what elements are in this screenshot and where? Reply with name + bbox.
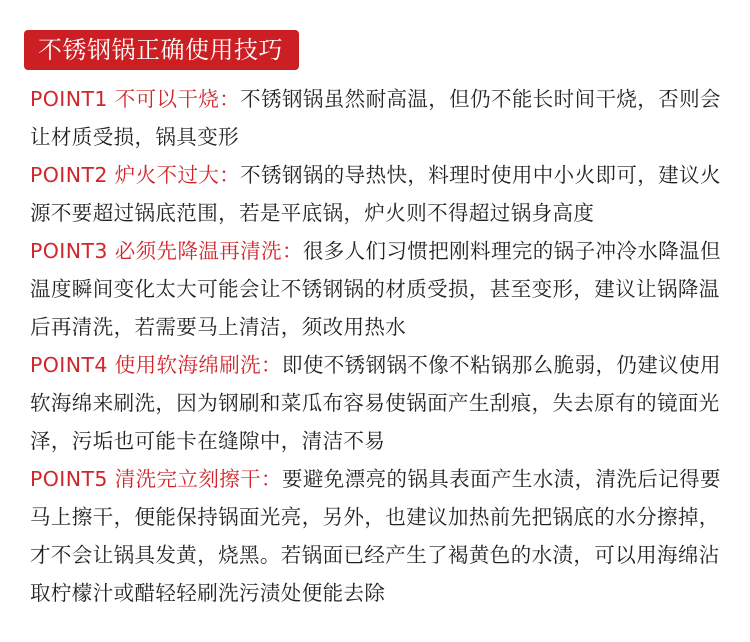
point-item-2 (24, 156, 730, 232)
point-heading: POINT2 炉火不过大： (30, 163, 241, 187)
point-body: 要避免漂亮的锅具表面产生水渍，清洗后记得要马上擦干，便能保持锅面光亮，另外，也建议加热前先把锅底的水分擦掉，才不会让锅具发黄，烧黑。若锅面已经产生了褐黄色的水渍，可以用海绵沾取柠檬汁或醋轻轻刷洗污渍处便能去除 (30, 467, 721, 605)
point-body: 不锈钢锅虽然耐高温，但仍不能长时间干烧，否则会让材质受损，锅具变形 (30, 87, 721, 149)
points-list (24, 80, 730, 612)
point-heading: POINT4 使用软海绵刷洗： (30, 353, 282, 377)
point-body: 即使不锈钢锅不像不粘锅那么脆弱，仍建议使用软海绵来刷洗，因为钢刷和菜瓜布容易使锅面产生刮痕，失去原有的镜面光泽，污垢也可能卡在缝隙中，清洁不易 (30, 353, 721, 453)
point-item-3 (24, 232, 730, 346)
page-title: 不锈钢锅正确使用技巧 (24, 30, 299, 70)
point-item-4 (24, 346, 730, 460)
point-heading: POINT1 不可以干烧： (30, 87, 241, 111)
point-item-1 (24, 80, 730, 156)
point-item-5 (24, 460, 730, 612)
point-body: 不锈钢锅的导热快，料理时使用中小火即可，建议火源不要超过锅底范围，若是平底锅，炉火则不得超过锅身高度 (30, 163, 721, 225)
point-heading: POINT5 清洗完立刻擦干： (30, 467, 282, 491)
point-heading: POINT3 必须先降温再清洗： (30, 239, 303, 263)
point-body: 很多人们习惯把刚料理完的锅子冲冷水降温但温度瞬间变化太大可能会让不锈钢锅的材质受损，甚至变形，建议让锅降温后再清洗，若需要马上清洁，须改用热水 (30, 239, 721, 339)
